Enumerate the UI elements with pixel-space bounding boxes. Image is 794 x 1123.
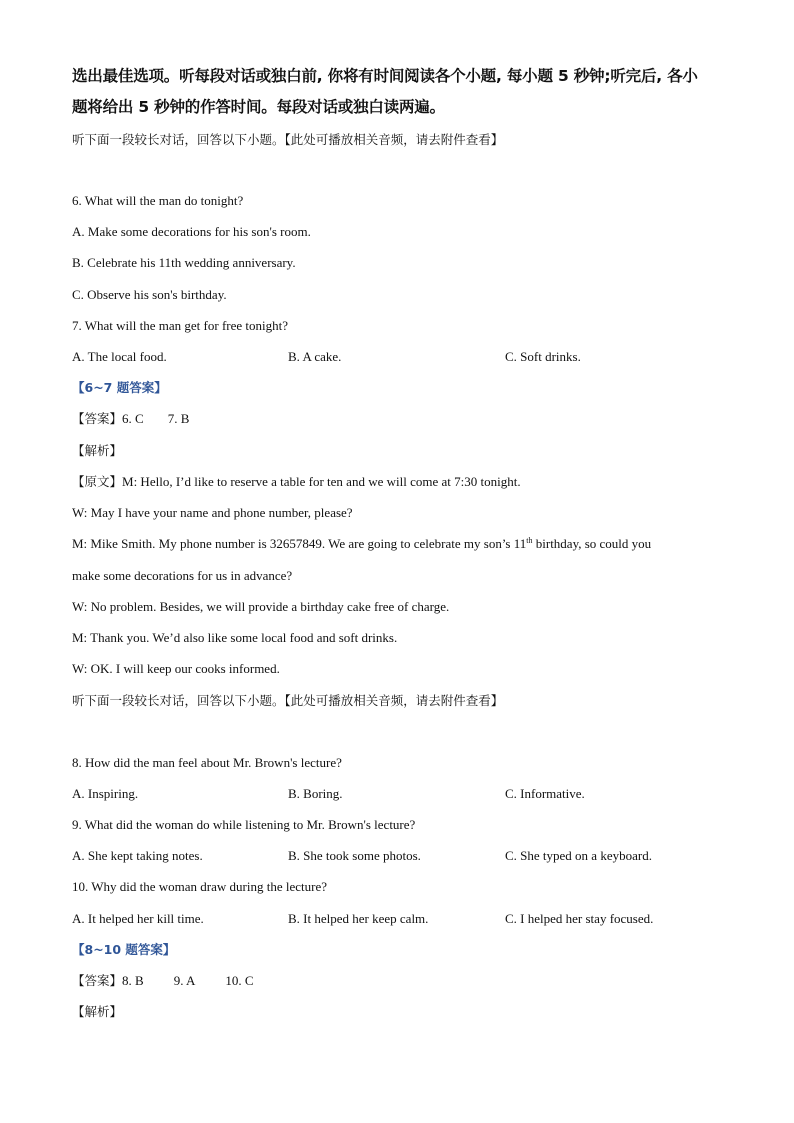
answer-label: 【答案】 xyxy=(72,411,123,426)
transcript-line-1 xyxy=(72,473,521,491)
question-9-option-c: C. She typed on a keyboard. xyxy=(505,848,652,863)
question-10: 10. Why did the woman draw during the lecture? xyxy=(72,879,327,894)
question-6-option-c: C. Observe his son's birthday. xyxy=(72,287,227,302)
question-7: 7. What will the man get for free tonight? xyxy=(72,318,288,333)
question-9-option-b: B. She took some photos. xyxy=(288,848,421,863)
instructions-line-1: 选出最佳选项。听每段对话或独白前, 你将有时间阅读各个小题, 每小题 5 秒钟;听完后, 各小 xyxy=(72,67,698,85)
answer-line-8-10 xyxy=(72,972,254,990)
answer-8: 8. B xyxy=(122,973,144,988)
question-8-option-a: A. Inspiring. xyxy=(72,786,139,801)
transcript-line-7: W: OK. I will keep our cooks informed. xyxy=(72,661,280,676)
question-8-option-b: B. Boring. xyxy=(288,786,343,801)
answer-line-6-7 xyxy=(72,410,189,428)
transcript-line-3 xyxy=(72,535,651,553)
question-7-option-a: A. The local food. xyxy=(72,349,167,364)
question-7-option-b: B. A cake. xyxy=(288,349,342,364)
transcript-text-1: M: Hello, I’d like to reserve a table for ten and we will come at 7:30 tonight. xyxy=(122,474,521,489)
answer-title-6-7: 【6~7 题答案】 xyxy=(72,380,167,395)
analysis-label-8-10: 【解析】 xyxy=(72,1004,123,1019)
transcript-label: 【原文】 xyxy=(72,474,123,489)
transcript-text-3b: birthday, so could you xyxy=(532,536,652,551)
question-6-option-b: B. Celebrate his 11th wedding anniversary. xyxy=(72,255,296,270)
question-10-option-c: C. I helped her stay focused. xyxy=(505,911,654,926)
question-6: 6. What will the man do tonight? xyxy=(72,193,244,208)
transcript-line-6: M: Thank you. We’d also like some local food and soft drinks. xyxy=(72,630,398,645)
answer-9: 9. A xyxy=(173,973,196,988)
answer-6: 6. C xyxy=(122,411,144,426)
question-9-option-a: A. She kept taking notes. xyxy=(72,848,203,863)
answer-10: 10. C xyxy=(225,973,254,988)
section-1-header: 听下面一段较长对话，回答以下小题。【此处可播放相关音频，请去附件查看】 xyxy=(72,132,504,147)
question-8-option-c: C. Informative. xyxy=(505,786,585,801)
question-8: 8. How did the man feel about Mr. Brown's lecture? xyxy=(72,755,342,770)
question-6-option-a: A. Make some decorations for his son's room. xyxy=(72,224,311,239)
transcript-text-3a: M: Mike Smith. My phone number is 32657849. We are going to celebrate my son’s 11 xyxy=(72,536,527,551)
section-2-header: 听下面一段较长对话，回答以下小题。【此处可播放相关音频，请去附件查看】 xyxy=(72,693,504,708)
answer-7: 7. B xyxy=(167,411,190,426)
transcript-line-4: make some decorations for us in advance? xyxy=(72,568,293,583)
answer-label-2: 【答案】 xyxy=(72,973,123,988)
analysis-label-6-7: 【解析】 xyxy=(72,443,123,458)
transcript-line-2: W: May I have your name and phone number, please? xyxy=(72,505,353,520)
question-10-option-a: A. It helped her kill time. xyxy=(72,911,204,926)
transcript-line-5: W: No problem. Besides, we will provide a birthday cake free of charge. xyxy=(72,599,450,614)
transcript-sup: th xyxy=(526,536,533,545)
answer-title-8-10: 【8~10 题答案】 xyxy=(72,942,176,957)
question-9: 9. What did the woman do while listening to Mr. Brown's lecture? xyxy=(72,817,416,832)
instructions-line-2: 题将给出 5 秒钟的作答时间。每段对话或独白读两遍。 xyxy=(72,98,445,116)
question-10-option-b: B. It helped her keep calm. xyxy=(288,911,429,926)
question-7-option-c: C. Soft drinks. xyxy=(505,349,581,364)
